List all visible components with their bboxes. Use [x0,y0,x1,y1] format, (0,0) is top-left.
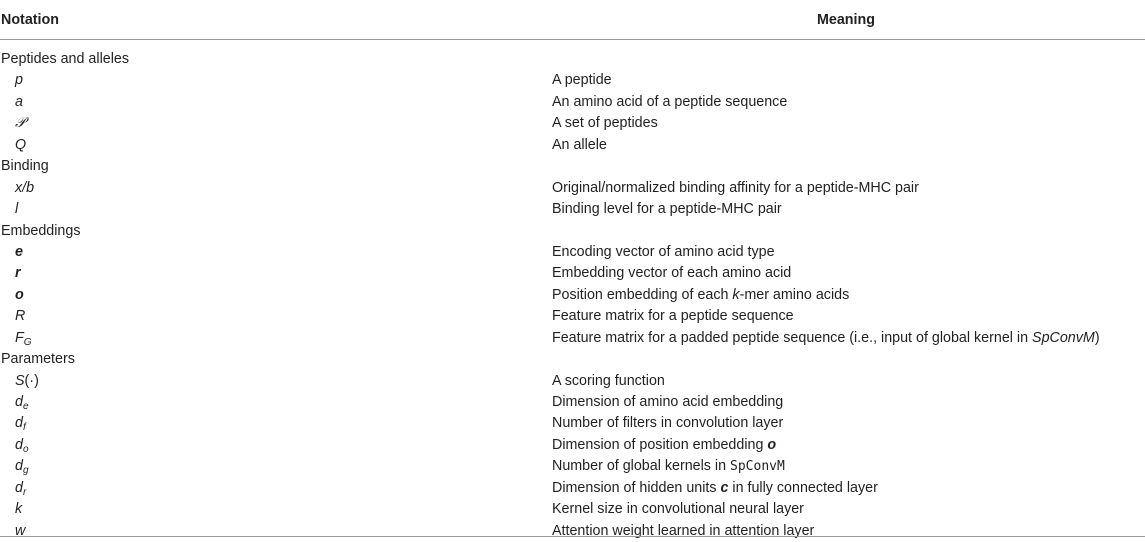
notation-symbol [15,478,26,499]
meaning-text: Position embedding of each [552,286,733,303]
bottom-rule [0,536,1145,537]
table-row [0,135,1145,156]
notation-meaning: Binding level for a peptide-MHC pair [552,201,782,218]
notation-meaning: Original/normalized binding affinity for a peptide-MHC pair [552,179,919,196]
group-row [0,156,1145,177]
meaning-text: ) [1094,329,1100,346]
notation-symbol: r [15,265,21,282]
notation-meaning: Encoding vector of amino acid type [552,243,775,260]
symbol-subscript: o [22,443,29,455]
notation-symbol [15,435,29,456]
symbol-subscript: r [22,486,27,498]
notation-meaning [552,456,785,477]
group-label: Embeddings [1,222,81,239]
table-row [0,70,1145,91]
meaning-vector: c [720,479,729,496]
meaning-text: Dimension of hidden units [552,479,721,496]
notation-meaning [552,285,849,306]
table-row [0,242,1145,263]
symbol-subscript: G [23,336,32,348]
notation-symbol: R [15,308,26,325]
table-row [0,521,1145,542]
notation-meaning: An amino acid of a peptide sequence [552,93,788,110]
notation-symbol [15,371,39,392]
notation-symbol: w [15,522,26,539]
notation-symbol: k [15,501,23,518]
notation-symbol: a [15,93,23,110]
notation-meaning [552,328,1100,349]
meaning-text: in fully connected layer [728,479,878,496]
table-row [0,499,1145,520]
group-row [0,221,1145,242]
meaning-vector: o [767,436,777,453]
meaning-text: Number of global kernels in [552,458,731,475]
notation-meaning: Number of filters in convolution layer [552,415,784,432]
symbol-argument: (·) [24,372,39,389]
notation-symbol: l [15,201,19,218]
symbol-base: d [15,479,23,496]
notation-symbol: Q [15,136,27,153]
meaning-emphasis: SpConvM [1032,329,1095,346]
symbol-base: d [15,436,23,453]
notation-meaning: A set of peptides [552,115,658,132]
table-row [0,435,1145,456]
notation-symbol: o [15,286,24,303]
notation-symbol [15,328,32,349]
notation-meaning: Dimension of amino acid embedding [552,394,784,410]
notation-symbol [15,392,29,413]
notation-symbol: x/b [15,179,35,196]
meaning-code: SpConvM [730,459,785,475]
notation-meaning: A peptide [552,72,612,89]
table-row [0,328,1145,349]
group-label: Peptides and alleles [1,51,129,67]
table-row [0,92,1145,113]
group-label: Parameters [1,351,75,368]
meaning-text: -mer amino acids [739,286,850,303]
group-row [0,349,1145,370]
table-row [0,392,1145,413]
table-row [0,478,1145,499]
symbol-subscript: f [22,422,26,434]
table-row [0,371,1145,392]
table-header [0,0,1145,40]
symbol-subscript: g [22,465,29,477]
table-row [0,456,1145,477]
group-row [0,49,1145,70]
notation-meaning: Embedding vector of each amino acid [552,265,792,282]
meaning-variable: k [732,286,740,303]
symbol-base: d [15,394,23,410]
notation-meaning [552,478,878,499]
notation-symbol: e [15,243,23,260]
symbol-base: d [15,458,23,475]
notation-meaning: An allele [552,136,607,153]
header-notation: Notation [1,12,59,28]
notation-meaning: Kernel size in convolutional neural layer [552,501,804,518]
symbol-base: F [15,329,24,346]
table-body [0,40,1145,542]
meaning-text: Dimension of position embedding [552,436,768,453]
table-row [0,113,1145,134]
table-row [0,178,1145,199]
notation-symbol [15,413,26,434]
header-meaning: Meaning [817,12,875,28]
symbol-subscript: e [22,401,29,412]
notation-meaning [552,435,776,456]
meaning-text: Feature matrix for a padded peptide sequence (i.e., input of global kernel in [552,329,1033,346]
notation-meaning: Attention weight learned in attention layer [552,522,815,539]
table-row [0,413,1145,434]
notation-meaning: Feature matrix for a peptide sequence [552,308,794,325]
notation-symbol [15,456,29,477]
notation-symbol: 𝒫 [15,115,26,132]
symbol-base: d [15,415,23,432]
notation-symbol: p [15,72,23,89]
table-row [0,306,1145,327]
notation-meaning: A scoring function [552,372,665,389]
symbol-base: S [15,372,25,389]
table-row [0,285,1145,306]
group-label: Binding [1,158,49,175]
table-row [0,199,1145,220]
table-row [0,263,1145,284]
